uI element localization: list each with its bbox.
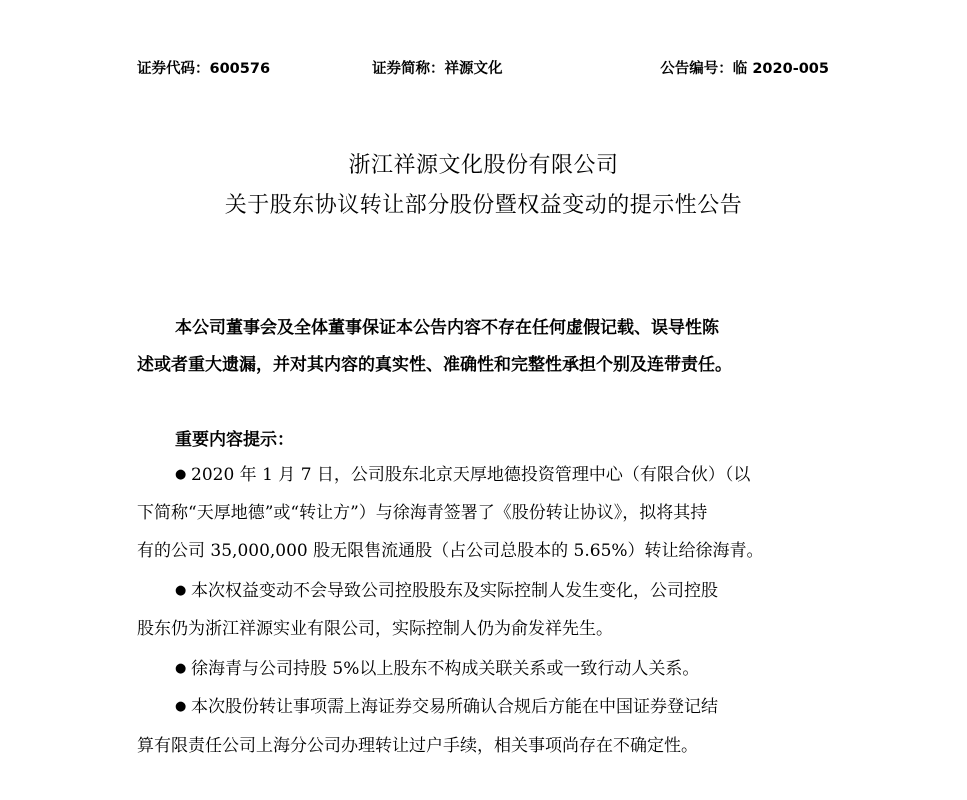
highlight-item-4-line-1: ● 本次股份转让事项需上海证券交易所确认合规后方能在中国证券登记结	[175, 697, 718, 717]
stock-code: 证券代码：600576	[137, 61, 271, 77]
bullet-icon: ●	[175, 661, 187, 676]
highlight-item-1-line-2: 下简称“天厚地德”或“转让方”）与徐海青签署了《股份转让协议》，拟将其持	[137, 503, 708, 523]
highlight-item-1-line-3: 有的公司 35,000,000 股无限售流通股（占公司总股本的 5.65%）转让给徐海青。	[137, 541, 764, 561]
document-header	[137, 57, 829, 79]
bullet-icon: ●	[175, 699, 187, 714]
highlight-item-2-line-1: ● 本次权益变动不会导致公司控股股东及实际控制人发生变化，公司控股	[175, 581, 718, 601]
board-statement-line-1: 本公司董事会及全体董事保证本公告内容不存在任何虚假记载、误导性陈	[175, 318, 719, 338]
highlight-item-1-line-1: ● 2020 年 1 月 7 日，公司股东北京天厚地德投资管理中心（有限合伙）（以	[175, 465, 751, 485]
highlight-item-3-line-1: ● 徐海青与公司持股 5%以上股东不构成关联关系或一致行动人关系。	[175, 659, 700, 679]
highlight-item-4-line-2: 算有限责任公司上海分公司办理转让过户手续，相关事项尚存在不确定性。	[137, 736, 698, 756]
announcement-title: 关于股东协议转让部分股份暨权益变动的提示性公告	[224, 193, 743, 218]
company-name-title: 浙江祥源文化股份有限公司	[348, 153, 619, 178]
highlights-heading: 重要内容提示：	[175, 430, 294, 450]
board-statement-line-2: 述或者重大遗漏，并对其内容的真实性、准确性和完整性承担个别及连带责任。	[137, 355, 732, 375]
bullet-icon: ●	[175, 583, 187, 598]
announcement-number: 公告编号：临 2020-005	[660, 61, 829, 77]
stock-abbreviation: 证券简称：祥源文化	[372, 61, 503, 77]
highlight-item-2-line-2: 股东仍为浙江祥源实业有限公司，实际控制人仍为俞发祥先生。	[137, 619, 613, 639]
bullet-icon: ●	[175, 467, 187, 482]
